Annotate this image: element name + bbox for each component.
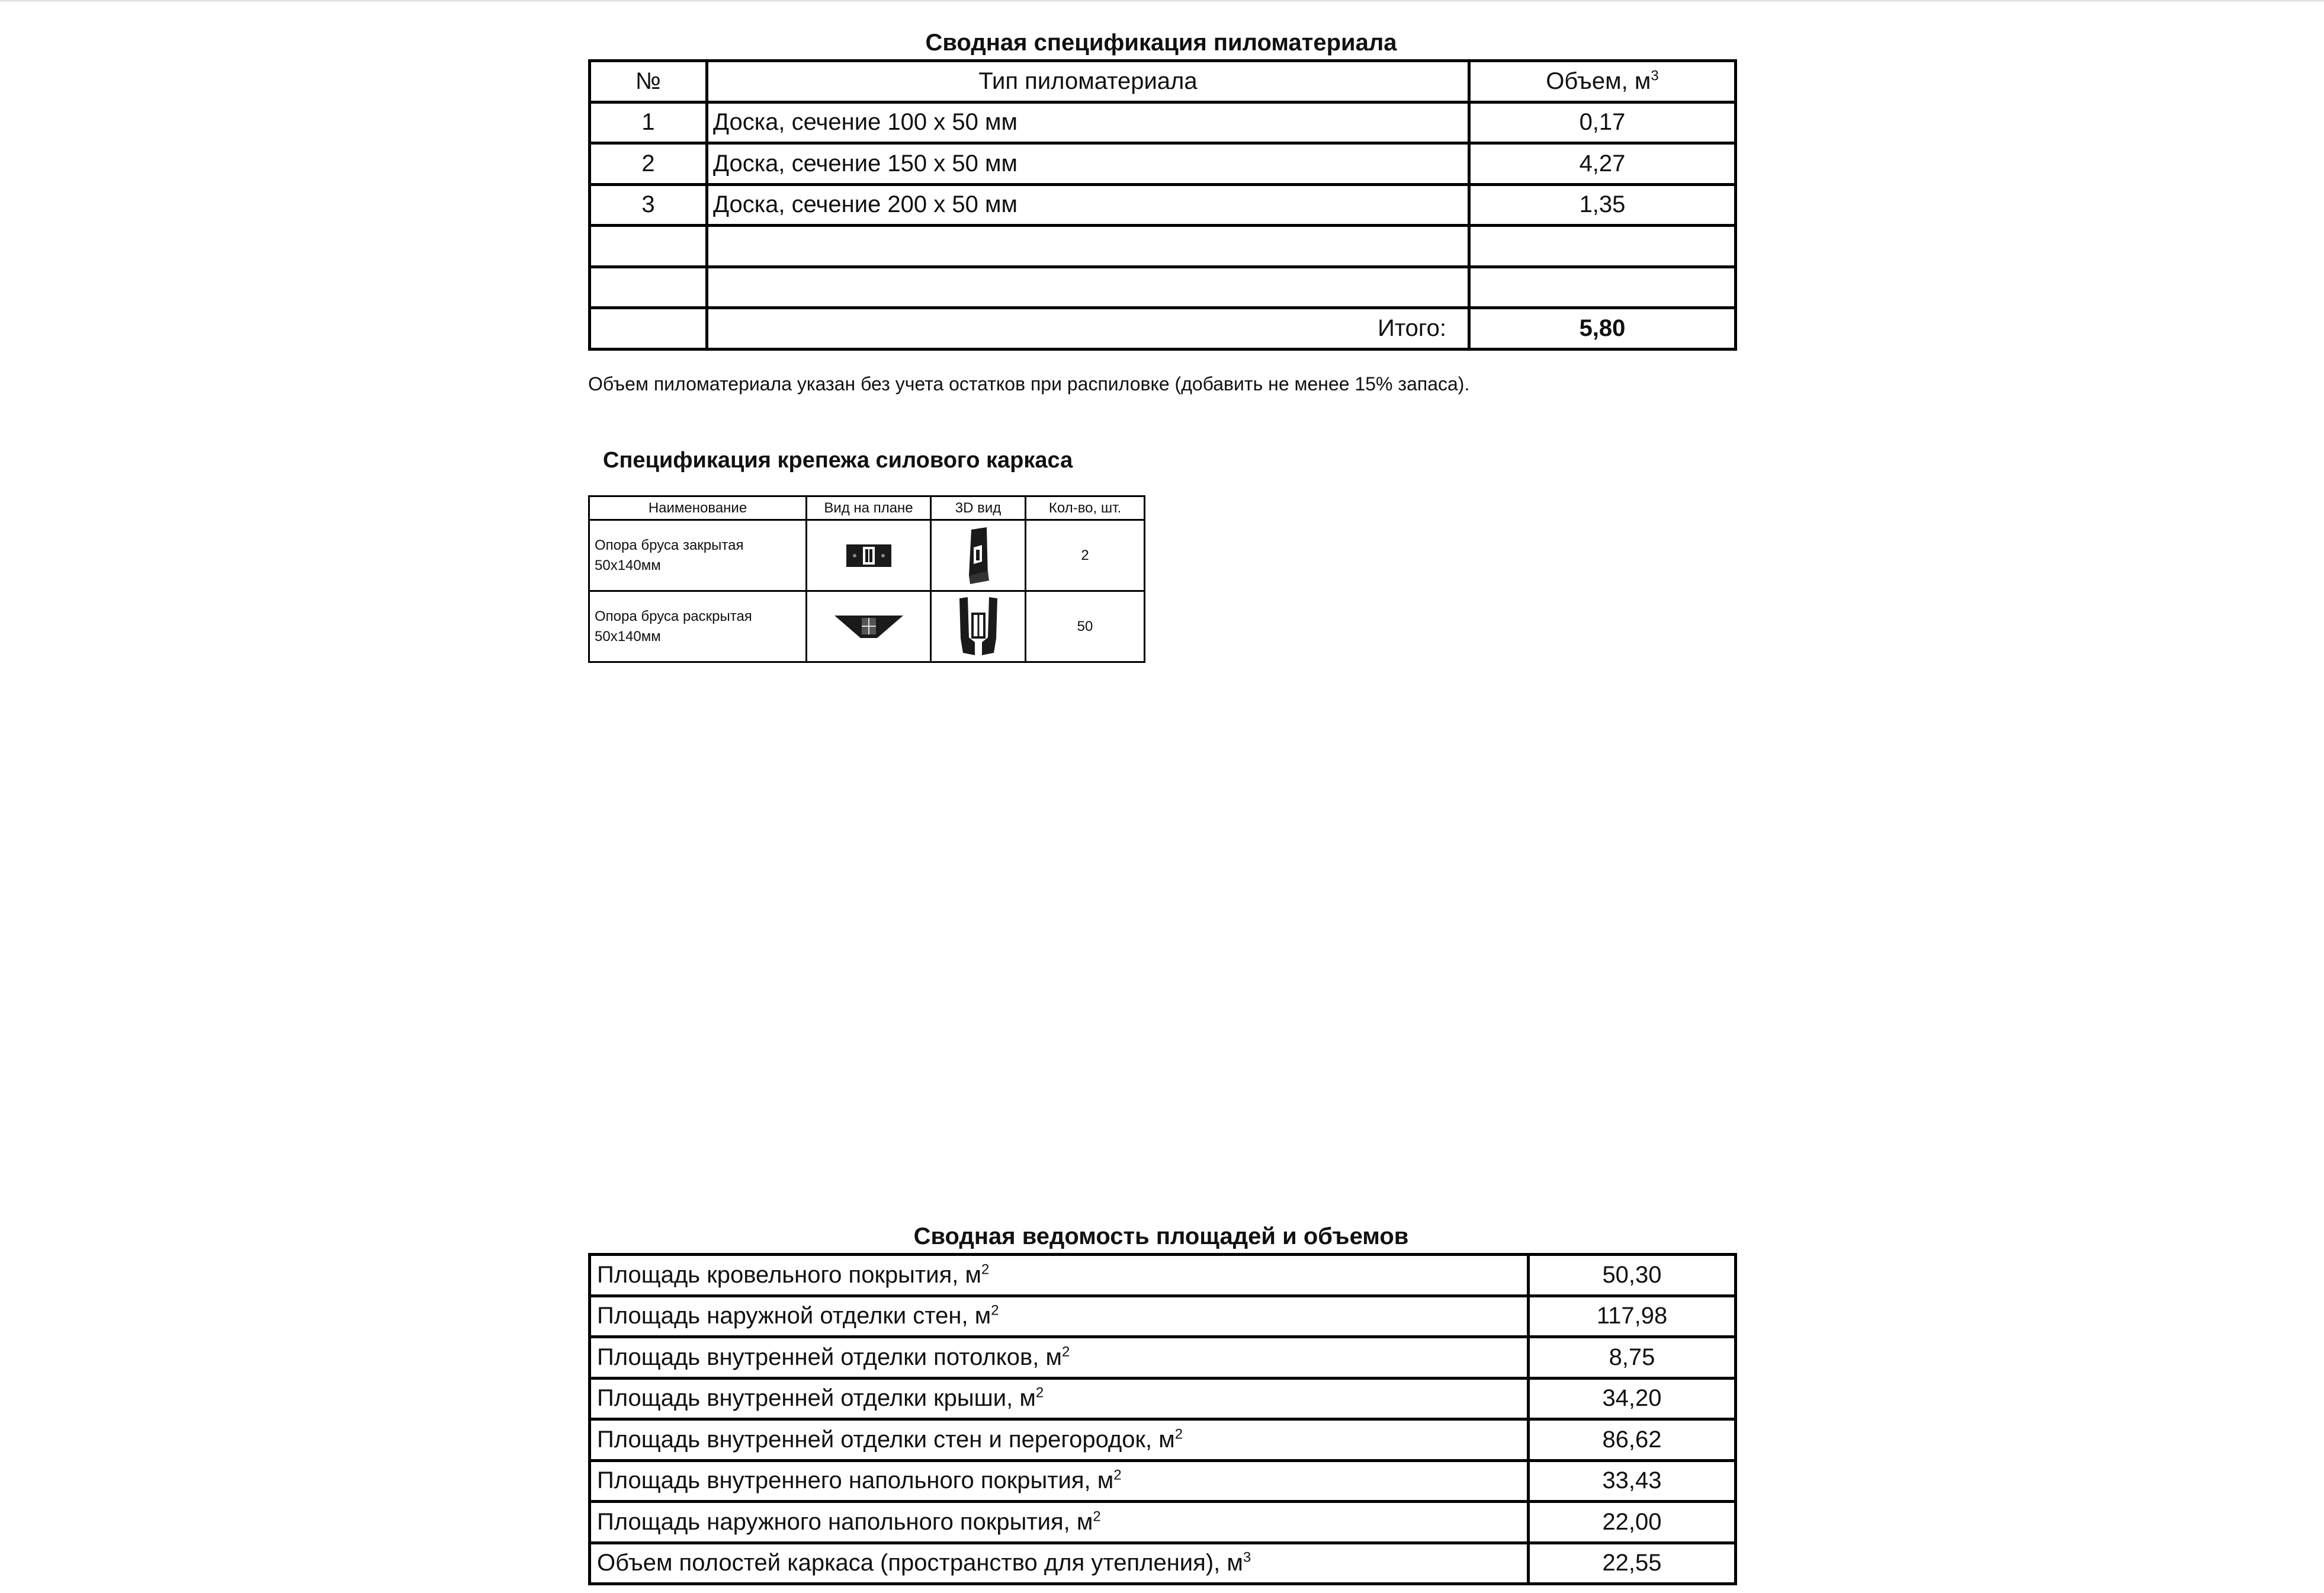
area-label: Площадь внутренней отделки потолков, $м^2$ xyxy=(590,1337,1529,1379)
open-support-plan-icon xyxy=(833,612,904,642)
row-lumber-type: Доска, сечение 100 х 50 мм xyxy=(707,102,1469,143)
area-value: 86,62 xyxy=(1529,1419,1736,1461)
table-row xyxy=(590,1296,1736,1337)
page-top-border xyxy=(0,0,2324,2)
plan-view-cell xyxy=(807,591,931,662)
3d-view-cell xyxy=(931,591,1026,662)
total-label: Итого: xyxy=(707,308,1469,350)
lumber-table-title: Сводная спецификация пиломатериала xyxy=(925,30,1397,56)
header-plan-view: Вид на плане xyxy=(807,496,931,520)
table-row xyxy=(590,1337,1736,1379)
table-row xyxy=(590,1378,1736,1419)
area-value: 22,00 xyxy=(1529,1502,1736,1543)
table-row xyxy=(590,1460,1736,1502)
table-row xyxy=(590,1502,1736,1543)
areas-table-title: Сводная ведомость площадей и объемов xyxy=(913,1223,1409,1249)
closed-support-plan-icon xyxy=(845,542,893,569)
header-qty: Кол-во, шт. xyxy=(1026,496,1145,520)
fasteners-table-title: Спецификация крепежа силового каркаса xyxy=(603,448,1073,473)
row-volume: 1,35 xyxy=(1469,184,1736,226)
open-support-3d-icon xyxy=(955,596,1002,658)
row-lumber-type: Доска, сечение 150 х 50 мм xyxy=(707,143,1469,185)
plan-view-cell xyxy=(807,520,931,591)
table-row xyxy=(590,1255,1736,1296)
row-num: 3 xyxy=(590,184,707,226)
table-header-row xyxy=(590,61,1736,102)
empty-row xyxy=(590,226,1736,267)
header-name: Наименование xyxy=(589,496,807,520)
row-volume: 4,27 xyxy=(1469,143,1736,185)
fasteners-table xyxy=(588,495,1145,663)
table-row xyxy=(590,1419,1736,1461)
table-row xyxy=(590,143,1736,185)
table-row xyxy=(590,184,1736,226)
table-row xyxy=(589,520,1145,591)
area-label: Площадь наружного напольного покрытия, $м^2$ xyxy=(590,1502,1529,1543)
empty-row xyxy=(590,267,1736,308)
area-label: Площадь наружной отделки стен, $м^2$ xyxy=(590,1296,1529,1337)
header-lumber-type: Тип пиломатериала xyxy=(707,61,1469,102)
area-label: Площадь внутренней отделки крыши, $м^2$ xyxy=(590,1378,1529,1419)
fastener-name: Опора бруса закрытая 50х140мм xyxy=(589,520,807,591)
table-header-row xyxy=(589,496,1145,520)
area-value: 33,43 xyxy=(1529,1460,1736,1502)
area-value: 8,75 xyxy=(1529,1337,1736,1379)
area-label: Площадь кровельного покрытия, $м^2$ xyxy=(590,1255,1529,1296)
area-value: 50,30 xyxy=(1529,1255,1736,1296)
row-num: 1 xyxy=(590,102,707,143)
closed-support-3d-icon xyxy=(961,526,996,585)
area-label: Площадь внутреннего напольного покрытия, $м^2$ xyxy=(590,1460,1529,1502)
area-value: 117,98 xyxy=(1529,1296,1736,1337)
header-3d-view: 3D вид xyxy=(931,496,1026,520)
total-row xyxy=(590,308,1736,350)
row-lumber-type: Доска, сечение 200 х 50 мм xyxy=(707,184,1469,226)
total-value: 5,80 xyxy=(1469,308,1736,350)
row-volume: 0,17 xyxy=(1469,102,1736,143)
lumber-note: Объем пиломатериала указан без учета остатков при распиловке (добавить не менее 15% запаса). xyxy=(588,373,1470,395)
volume-label: Объем полостей каркаса (пространство для утепления), $м^3$ xyxy=(590,1543,1529,1584)
table-row xyxy=(590,1543,1736,1584)
fastener-name: Опора бруса раскрытая 50х140мм xyxy=(589,591,807,662)
header-num: № xyxy=(590,61,707,102)
row-num: 2 xyxy=(590,143,707,185)
fastener-qty: 50 xyxy=(1026,591,1145,662)
header-volume: Объем, $м^3$ xyxy=(1469,61,1736,102)
lumber-table xyxy=(588,59,1737,351)
volume-value: 22,55 xyxy=(1529,1543,1736,1584)
area-label: Площадь внутренней отделки стен и перегородок, $м^2$ xyxy=(590,1419,1529,1461)
fastener-qty: 2 xyxy=(1026,520,1145,591)
3d-view-cell xyxy=(931,520,1026,591)
table-row xyxy=(589,591,1145,662)
table-row xyxy=(590,102,1736,143)
areas-table xyxy=(588,1253,1737,1585)
area-value: 34,20 xyxy=(1529,1378,1736,1419)
